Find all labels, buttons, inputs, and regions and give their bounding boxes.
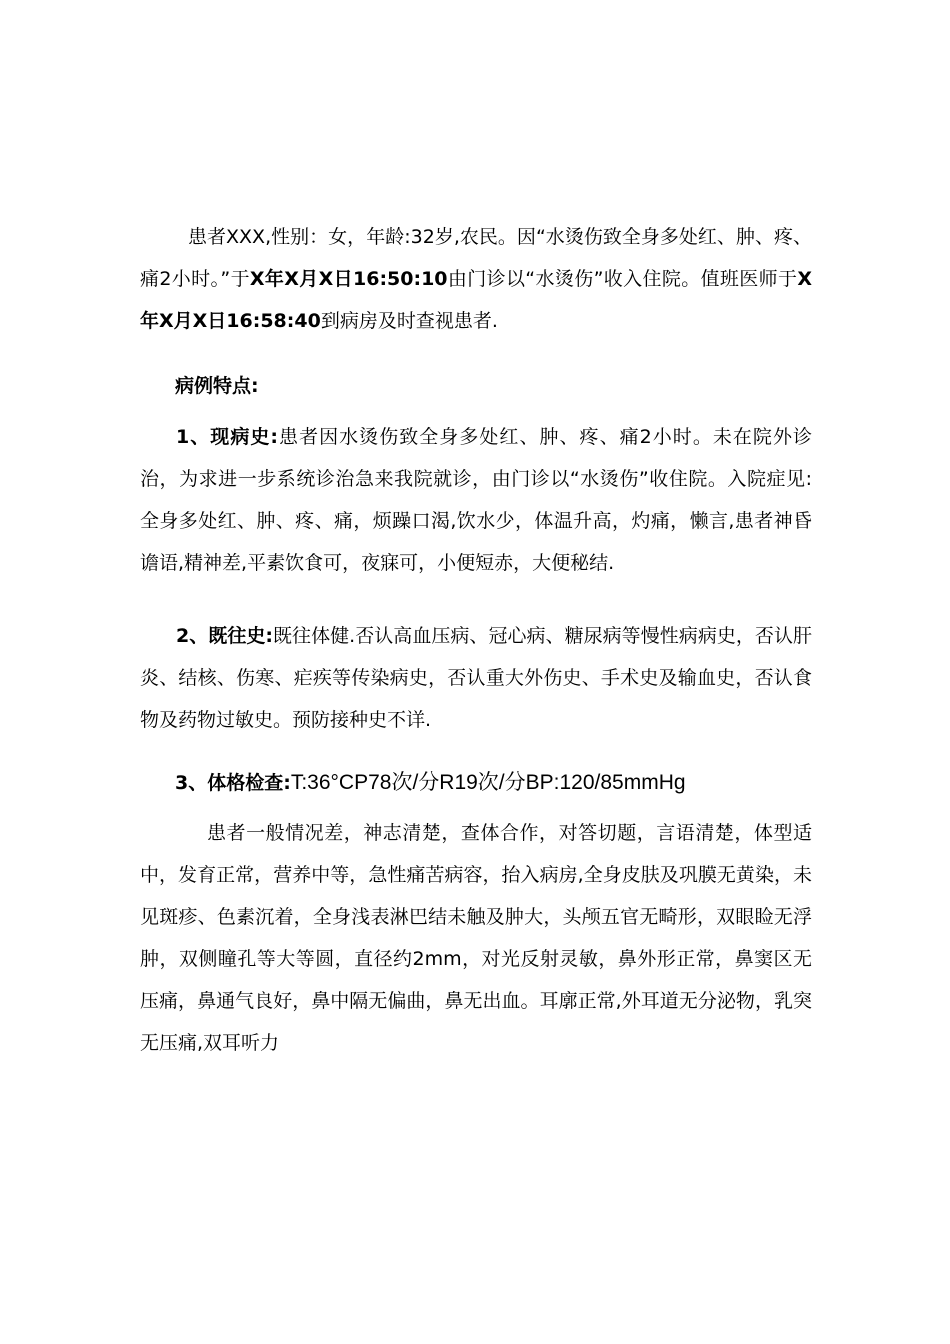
present-history-paragraph (140, 416, 812, 584)
intro-text-2: 由门诊以“水烫伤”收入住院。值班医师于 (447, 268, 798, 290)
visit-datetime: X年X月X日16:58:40 (140, 268, 812, 332)
physical-exam-heading-line (175, 762, 815, 804)
admission-datetime: X年X月X日16:50:10 (249, 268, 448, 290)
past-history-label: 2、既往史: (176, 625, 273, 647)
present-history-label: 1、现病史: (176, 426, 278, 448)
vital-signs: T:36°CP78次/分R19次/分BP:120/85mmHg (290, 771, 686, 794)
past-history-paragraph (140, 615, 812, 741)
intro-paragraph (140, 216, 812, 342)
intro-text-1: 患者XXX,性别：女，年龄:32岁,农民。因“水烫伤致全身多处红、肿、疼、痛2小时。”于 (140, 226, 812, 290)
intro-text-3: 到病房及时查视患者. (320, 310, 498, 332)
case-features-heading: 病例特点: (175, 375, 259, 397)
present-history-text: 患者因水烫伤致全身多处红、肿、疼、痛2小时。未在院外诊治，为求进一步系统诊治急来我院就诊，由门诊以“水烫伤”收住院。入院症见:全身多处红、肿、疼、痛，烦躁口渴,饮水少，体温升高，灼痛，懒言,患者神昏谵语,精神差,平素饮食可，夜寐可，小便短赤，大便秘结. (140, 426, 812, 574)
past-history-text: 既往体健.否认高血压病、冠心病、糖尿病等慢性病病史，否认肝炎、结核、伤寒、疟疾等传染病史，否认重大外伤史、手术史及输血史，否认食物及药物过敏史。预防接种史不详. (140, 625, 812, 731)
physical-exam-paragraph: 患者一般情况差，神志清楚，查体合作，对答切题，言语清楚，体型适中，发育正常，营养中等，急性痛苦病容，抬入病房,全身皮肤及巩膜无黄染，未见斑疹、色素沉着，全身浅表淋巴结未触及肿大，头颅五官无畸形，双眼睑无浮肿，双侧瞳孔等大等圆，直径约2mm，对光反射灵敏，鼻外形正常，鼻窦区无压痛，鼻通气良好，鼻中隔无偏曲，鼻无出血。耳廓正常,外耳道无分泌物，乳突无压痛,双耳听力 (140, 822, 812, 1054)
physical-exam-label: 3、体格检查: (175, 772, 291, 794)
